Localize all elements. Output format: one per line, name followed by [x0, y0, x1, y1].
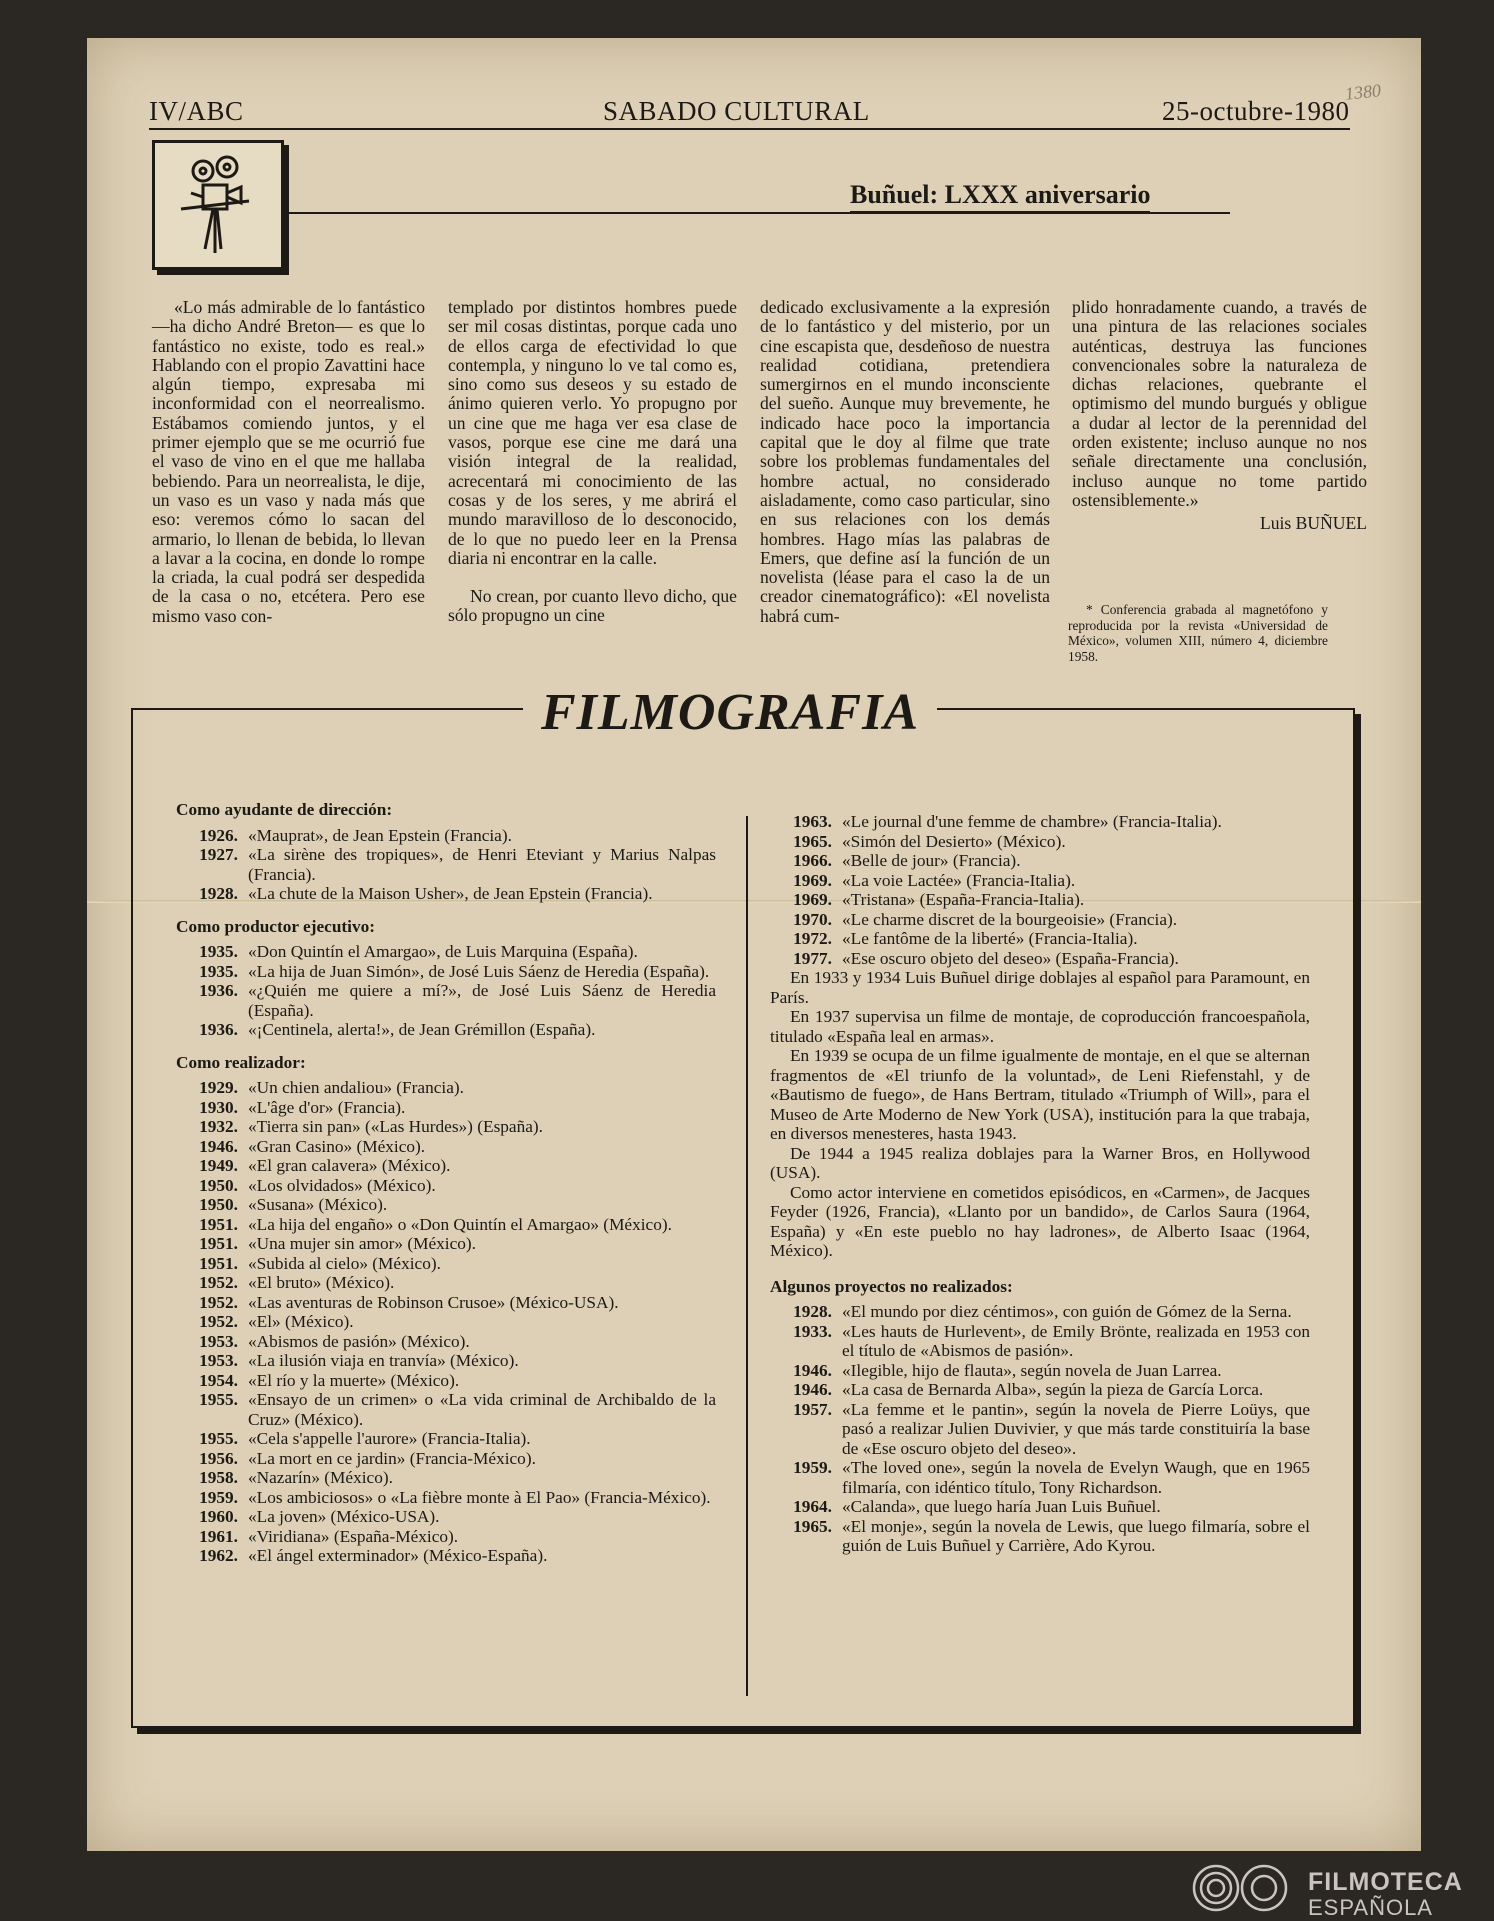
- film-text: «The loved one», según la novela de Evelyn Waugh, que en 1965 filmaría, con idéntico título, Tony Richardson.: [842, 1458, 1310, 1497]
- film-entry: [176, 1468, 716, 1488]
- film-year: 1954.: [199, 1370, 238, 1390]
- film-year: 1965.: [793, 831, 832, 851]
- film-entry: [176, 1488, 716, 1508]
- film-text: «Un chien andaliou» (Francia).: [248, 1078, 464, 1097]
- film-year: 1963.: [793, 812, 832, 831]
- film-text: «Susana» (México).: [248, 1195, 388, 1214]
- film-entry: [176, 1176, 716, 1196]
- film-text: «La sirène des tropiques», de Henri Eteviant y Marius Nalpas (Francia).: [248, 845, 716, 884]
- handwritten-note: 1380: [1344, 80, 1382, 104]
- film-entry: [176, 1215, 716, 1235]
- film-text: «Ensayo de un crimen» o «La vida criminal de Archibaldo de la Cruz» (México).: [248, 1390, 716, 1429]
- article-paragraph: dedicado exclusivamente a la expresión de lo fantástico y del misterio, por un cine escapista que, desdeñoso de nuestra realidad cotidiana, pretendiera sumergirnos en el mundo inconsciente del sueño. Aunque muy brevemente, he indicado hace poco la importancia capital que le doy al filme que trate sobre los problemas fundamentales del hombre actual, no considerado aisladamente, como caso particular, sino en sus relaciones con los demás hombres. Hago mías las palabras de Emers, que define así la función de un novelista (léase para el caso la de un creador cinematográfico): «El novelista habrá cum-: [760, 297, 1050, 626]
- film-text: «La ilusión viaja en tranvía» (México).: [248, 1351, 519, 1370]
- film-text: «Los ambiciosos» o «La fièbre monte à El Pao» (Francia-México).: [248, 1487, 711, 1507]
- article-column-3: [760, 298, 1050, 626]
- film-year: 1950.: [199, 1175, 238, 1195]
- film-text: «La voie Lactée» (Francia-Italia).: [842, 870, 1076, 890]
- film-text: «¿Quién me quiere a mí?», de José Luis Sáenz de Heredia (España).: [248, 981, 716, 1020]
- film-year: 1927.: [199, 845, 238, 864]
- film-entry: [770, 1322, 1310, 1361]
- film-text: «La chute de la Maison Usher», de Jean Epstein (Francia).: [248, 884, 653, 903]
- film-entry: [176, 1156, 716, 1176]
- film-year: 1964.: [793, 1497, 832, 1516]
- film-camera-icon: [169, 153, 265, 257]
- film-year: 1969.: [793, 870, 832, 890]
- film-year: 1960.: [199, 1507, 238, 1526]
- filmography-paragraph: De 1944 a 1945 realiza doblajes para la Warner Bros, en Hollywood (USA).: [770, 1143, 1310, 1182]
- filmoteca-spiral-logo-icon: [1190, 1862, 1300, 1914]
- film-text: «El mundo por diez céntimos», con guión de Gómez de la Serna.: [842, 1302, 1292, 1321]
- film-year: 1951.: [199, 1253, 238, 1273]
- film-year: 1952.: [199, 1312, 238, 1331]
- article-paragraph: «Lo más admirable de lo fantástico —ha dicho André Breton— es que lo fantástico no existe, todo es real.» Hablando con el propio Zavattini hace algún tiempo, expresaba mi inconformidad con el neorrealismo. Estábamos comiendo juntos, y el primer ejemplo que se me ocurrió fue el vaso de vino en el que me hallaba bebiendo. Para un neorrealista, le dije, un vaso es un vaso y nada más que eso: veremos cómo lo sacan del armario, lo llenan de bebida, lo llevan a lavar a la cocina, en donde lo rompe la criada, la cual podrá ser despedida de la casa o no, etcétera. Pero ese mismo vaso con-: [152, 297, 425, 626]
- film-entry: [176, 1117, 716, 1137]
- film-text: «El monje», según la novela de Lewis, que luego filmaría, sobre el guión de Luis Buñuel y Carrière, Ado Kyrou.: [842, 1516, 1310, 1555]
- article-column-1: [152, 298, 425, 626]
- filmography-section: [176, 800, 716, 904]
- film-year: 1951.: [199, 1234, 238, 1253]
- filmography-title: FILMOGRAFIA: [523, 683, 937, 742]
- film-entry: [770, 1400, 1310, 1459]
- film-entry: [176, 1351, 716, 1371]
- film-text: «Las aventuras de Robinson Crusoe» (México-USA).: [248, 1292, 619, 1312]
- film-entry: [770, 832, 1310, 852]
- film-year: 1962.: [199, 1546, 238, 1565]
- film-entry: [176, 962, 716, 982]
- film-year: 1926.: [199, 825, 238, 845]
- film-entry: [770, 1517, 1310, 1556]
- film-text: «Le journal d'une femme de chambre» (Francia-Italia).: [842, 812, 1222, 831]
- film-text: «Nazarín» (México).: [248, 1468, 393, 1487]
- film-text: «Les hauts de Hurlevent», de Emily Brönte, realizada en 1953 con el título de «Abismos de pasión».: [842, 1321, 1310, 1360]
- film-entry: [176, 1234, 716, 1254]
- film-year: 1930.: [199, 1097, 238, 1117]
- film-entry: [176, 1293, 716, 1313]
- film-year: 1969.: [793, 890, 832, 909]
- filmography-section: [770, 1277, 1310, 1556]
- film-entry: [770, 1458, 1310, 1497]
- film-entry: [176, 1020, 716, 1040]
- film-entry: [770, 1302, 1310, 1322]
- article-paragraph: templado por distintos hombres puede ser mil cosas distintas, porque cada uno de ellos carga de efectividad lo que contempla, y ninguno lo ve tal como es, sino como sus deseos y su estado de ánimo quieren verlo. Yo propugno por un cine que me haga ver esa clase de vasos, porque ese cine me dará una visión integral de la realidad, acrecentará mi conocimiento de las cosas y de los seres, y me abrirá el mundo maravilloso de lo desconocido, de lo que no puedo leer en la Prensa diaria ni encontrar en la calle.: [448, 297, 737, 568]
- film-text: «Mauprat», de Jean Epstein (Francia).: [248, 825, 512, 845]
- filmography-paragraph: En 1939 se ocupa de un filme igualmente de montaje, en el que se alternan fragmentos de «El triunfo de la voluntad», de Leni Riefenstahl, y de «Bautismo de fuego», de Hans Bertram, titulado «Triumph of Will», para el Museo de Arte Moderno de New York (USA), institución para la que trabaja, en diversos menesteres, hasta 1943.: [770, 1046, 1310, 1143]
- film-entry: [176, 942, 716, 962]
- film-year: 1970.: [793, 909, 832, 929]
- film-text: «El río y la muerte» (México).: [248, 1370, 460, 1390]
- film-text: «El ángel exterminador» (México-España).: [248, 1546, 548, 1565]
- film-entry: [176, 1449, 716, 1469]
- film-text: «Le charme discret de la bourgeoisie» (Francia).: [842, 909, 1178, 929]
- film-text: «Belle de jour» (Francia).: [842, 851, 1021, 870]
- film-year: 1952.: [199, 1292, 238, 1312]
- film-year: 1959.: [199, 1487, 238, 1507]
- film-text: «Una mujer sin amor» (México).: [248, 1234, 476, 1253]
- film-text: «Gran Casino» (México).: [248, 1136, 426, 1156]
- film-entry: [176, 1527, 716, 1547]
- film-entry: [176, 1546, 716, 1566]
- filmography-section: [176, 1053, 716, 1566]
- column-divider: [746, 816, 748, 1696]
- film-year: 1956.: [199, 1448, 238, 1468]
- film-entry: [770, 949, 1310, 969]
- footnote-text: * Conferencia grabada al magnetófono y reproducida por la revista «Universidad de México», volumen XIII, número 4, diciembre 1958.: [1068, 602, 1328, 664]
- film-entry: [176, 981, 716, 1020]
- film-text: «Subida al cielo» (México).: [248, 1253, 441, 1273]
- film-entry: [176, 1507, 716, 1527]
- filmography-right-column: [770, 812, 1310, 1556]
- film-year: 1953.: [199, 1331, 238, 1351]
- section-title: SABADO CULTURAL: [603, 96, 870, 126]
- film-text: «La mort en ce jardin» (Francia-México).: [248, 1448, 536, 1468]
- header-rule: [149, 128, 1350, 130]
- film-entry: [176, 1429, 716, 1449]
- film-entry: [770, 1380, 1310, 1400]
- film-text: «El bruto» (México).: [248, 1273, 395, 1292]
- film-text: «Ese oscuro objeto del deseo» (España-Francia).: [842, 948, 1179, 968]
- film-text: «Calanda», que luego haría Juan Luis Buñuel.: [842, 1497, 1161, 1516]
- film-year: 1935.: [199, 961, 238, 981]
- section-heading: Como ayudante de dirección:: [176, 800, 393, 819]
- publication-date: 25-octubre-1980: [1162, 96, 1350, 126]
- filmography-section: [770, 812, 1310, 1261]
- film-text: «El gran calavera» (México).: [248, 1156, 451, 1175]
- film-entry: [176, 826, 716, 846]
- filmography-left-column: [176, 800, 716, 1566]
- film-year: 1953.: [199, 1351, 238, 1370]
- film-text: «La hija del engaño» o «Don Quintín el Amargao» (México).: [248, 1214, 672, 1234]
- film-year: 1957.: [793, 1399, 832, 1419]
- film-entry: [176, 1195, 716, 1215]
- film-year: 1936.: [199, 981, 238, 1000]
- film-entry: [176, 1390, 716, 1429]
- film-text: «L'âge d'or» (Francia).: [248, 1097, 406, 1117]
- film-entry: [176, 1371, 716, 1391]
- film-entry: [176, 1137, 716, 1157]
- watermark-subtitle: ESPAÑOLA: [1308, 1895, 1433, 1920]
- filmography-paragraph: Como actor interviene en cometidos episódicos, en «Carmen», de Jacques Feyder (1926, Francia), «Llanto por un bandido», de Carlos Saura (1964, España) y «En este pueblo no hay ladrones», de Alberto Isaac (1964, México).: [770, 1182, 1310, 1260]
- footnote: [1068, 602, 1328, 664]
- article-paragraph: No crean, por cuanto llevo dicho, que sólo propugno un cine: [448, 586, 737, 626]
- film-text: «La hija de Juan Simón», de José Luis Sáenz de Heredia (España).: [248, 961, 710, 981]
- film-year: 1933.: [793, 1321, 832, 1341]
- film-year: 1959.: [793, 1458, 832, 1477]
- film-text: «Tristana» (España-Francia-Italia).: [842, 890, 1085, 909]
- film-year: 1949.: [199, 1156, 238, 1175]
- film-year: 1961.: [199, 1526, 238, 1546]
- film-entry: [770, 812, 1310, 832]
- filmography-paragraph: En 1933 y 1934 Luis Buñuel dirige doblajes al español para Paramount, en París.: [770, 968, 1310, 1007]
- watermark-title: FILMOTECA: [1308, 1868, 1463, 1896]
- film-year: 1965.: [793, 1516, 832, 1536]
- film-entry: [176, 884, 716, 904]
- film-year: 1977.: [793, 948, 832, 968]
- film-year: 1946.: [793, 1380, 832, 1399]
- film-entry: [176, 1078, 716, 1098]
- film-text: «Tierra sin pan» («Las Hurdes») (España).: [248, 1117, 543, 1136]
- author-signature: Luis BUÑUEL: [1259, 513, 1367, 534]
- film-entry: [176, 1254, 716, 1274]
- film-entry: [770, 1497, 1310, 1517]
- film-text: «La femme et le pantin», según la novela de Pierre Loüys, que pasó a realizar Julien Duvivier, y que más tarde constituiría la base de «Ese oscuro objeto del deseo».: [842, 1399, 1310, 1458]
- article-column-4: [1072, 298, 1367, 534]
- film-text: «Simón del Desierto» (México).: [842, 831, 1066, 851]
- film-entry: [770, 890, 1310, 910]
- article-subtitle: Buñuel: LXXX aniversario: [850, 180, 1150, 213]
- film-year: 1951.: [199, 1214, 238, 1234]
- film-text: «El» (México).: [248, 1312, 354, 1331]
- film-entry: [176, 845, 716, 884]
- section-heading: Como productor ejecutivo:: [176, 916, 376, 936]
- film-text: «Cela s'appelle l'aurore» (Francia-Italia).: [248, 1429, 531, 1448]
- film-year: 1966.: [793, 851, 832, 870]
- film-text: «La casa de Bernarda Alba», según la pieza de García Lorca.: [842, 1380, 1264, 1399]
- film-entry: [176, 1312, 716, 1332]
- film-year: 1950.: [199, 1195, 238, 1214]
- film-text: «Ilegible, hijo de flauta», según novela de Juan Larrea.: [842, 1360, 1222, 1380]
- article-paragraph: plido honradamente cuando, a través de una pintura de las relaciones sociales auténticas, destruya las funciones convencionales sobre la naturaleza de dichas relaciones, quebrante el optimismo del mundo burgués y obligue a dudar al lector de la perennidad del orden existente; incluso aunque no nos señale directamente una conclusión, incluso aunque no tome partido ostensiblemente.»: [1072, 297, 1367, 510]
- film-year: 1935.: [199, 942, 238, 961]
- film-entry: [770, 929, 1310, 949]
- filmography-paragraph: En 1937 supervisa un filme de montaje, de coproducción francoespañola, titulado «España leal en armas».: [770, 1007, 1310, 1046]
- film-text: «Abismos de pasión» (México).: [248, 1331, 470, 1351]
- film-text: «Viridiana» (España-México).: [248, 1526, 459, 1546]
- page-section-label: IV/ABC: [149, 96, 244, 126]
- film-year: 1932.: [199, 1117, 238, 1136]
- film-year: 1928.: [793, 1302, 832, 1321]
- film-entry: [176, 1273, 716, 1293]
- film-entry: [176, 1332, 716, 1352]
- section-heading: Como realizador:: [176, 1052, 306, 1072]
- film-entry: [770, 1361, 1310, 1381]
- film-year: 1958.: [199, 1468, 238, 1487]
- film-year: 1972.: [793, 929, 832, 948]
- film-year: 1946.: [793, 1360, 832, 1380]
- filmography-section: [176, 917, 716, 1040]
- film-year: 1955.: [199, 1390, 238, 1409]
- section-heading: Algunos proyectos no realizados:: [770, 1276, 1013, 1296]
- film-text: «Los olvidados» (México).: [248, 1175, 436, 1195]
- cinema-logo-box: [152, 140, 284, 270]
- film-text: «La joven» (México-USA).: [248, 1507, 440, 1526]
- film-text: «Don Quintín el Amargao», de Luis Marquina (España).: [248, 942, 638, 961]
- film-year: 1955.: [199, 1429, 238, 1448]
- film-year: 1936.: [199, 1020, 238, 1039]
- film-entry: [770, 851, 1310, 871]
- article-column-2: [448, 298, 737, 626]
- film-entry: [770, 871, 1310, 891]
- film-year: 1952.: [199, 1273, 238, 1292]
- film-year: 1946.: [199, 1136, 238, 1156]
- film-entry: [770, 910, 1310, 930]
- film-entry: [176, 1098, 716, 1118]
- film-year: 1928.: [199, 884, 238, 903]
- film-year: 1929.: [199, 1078, 238, 1097]
- film-text: «¡Centinela, alerta!», de Jean Grémillon (España).: [248, 1020, 596, 1039]
- filmoteca-watermark: [1190, 1862, 1490, 1920]
- film-text: «Le fantôme de la liberté» (Francia-Italia).: [842, 929, 1138, 948]
